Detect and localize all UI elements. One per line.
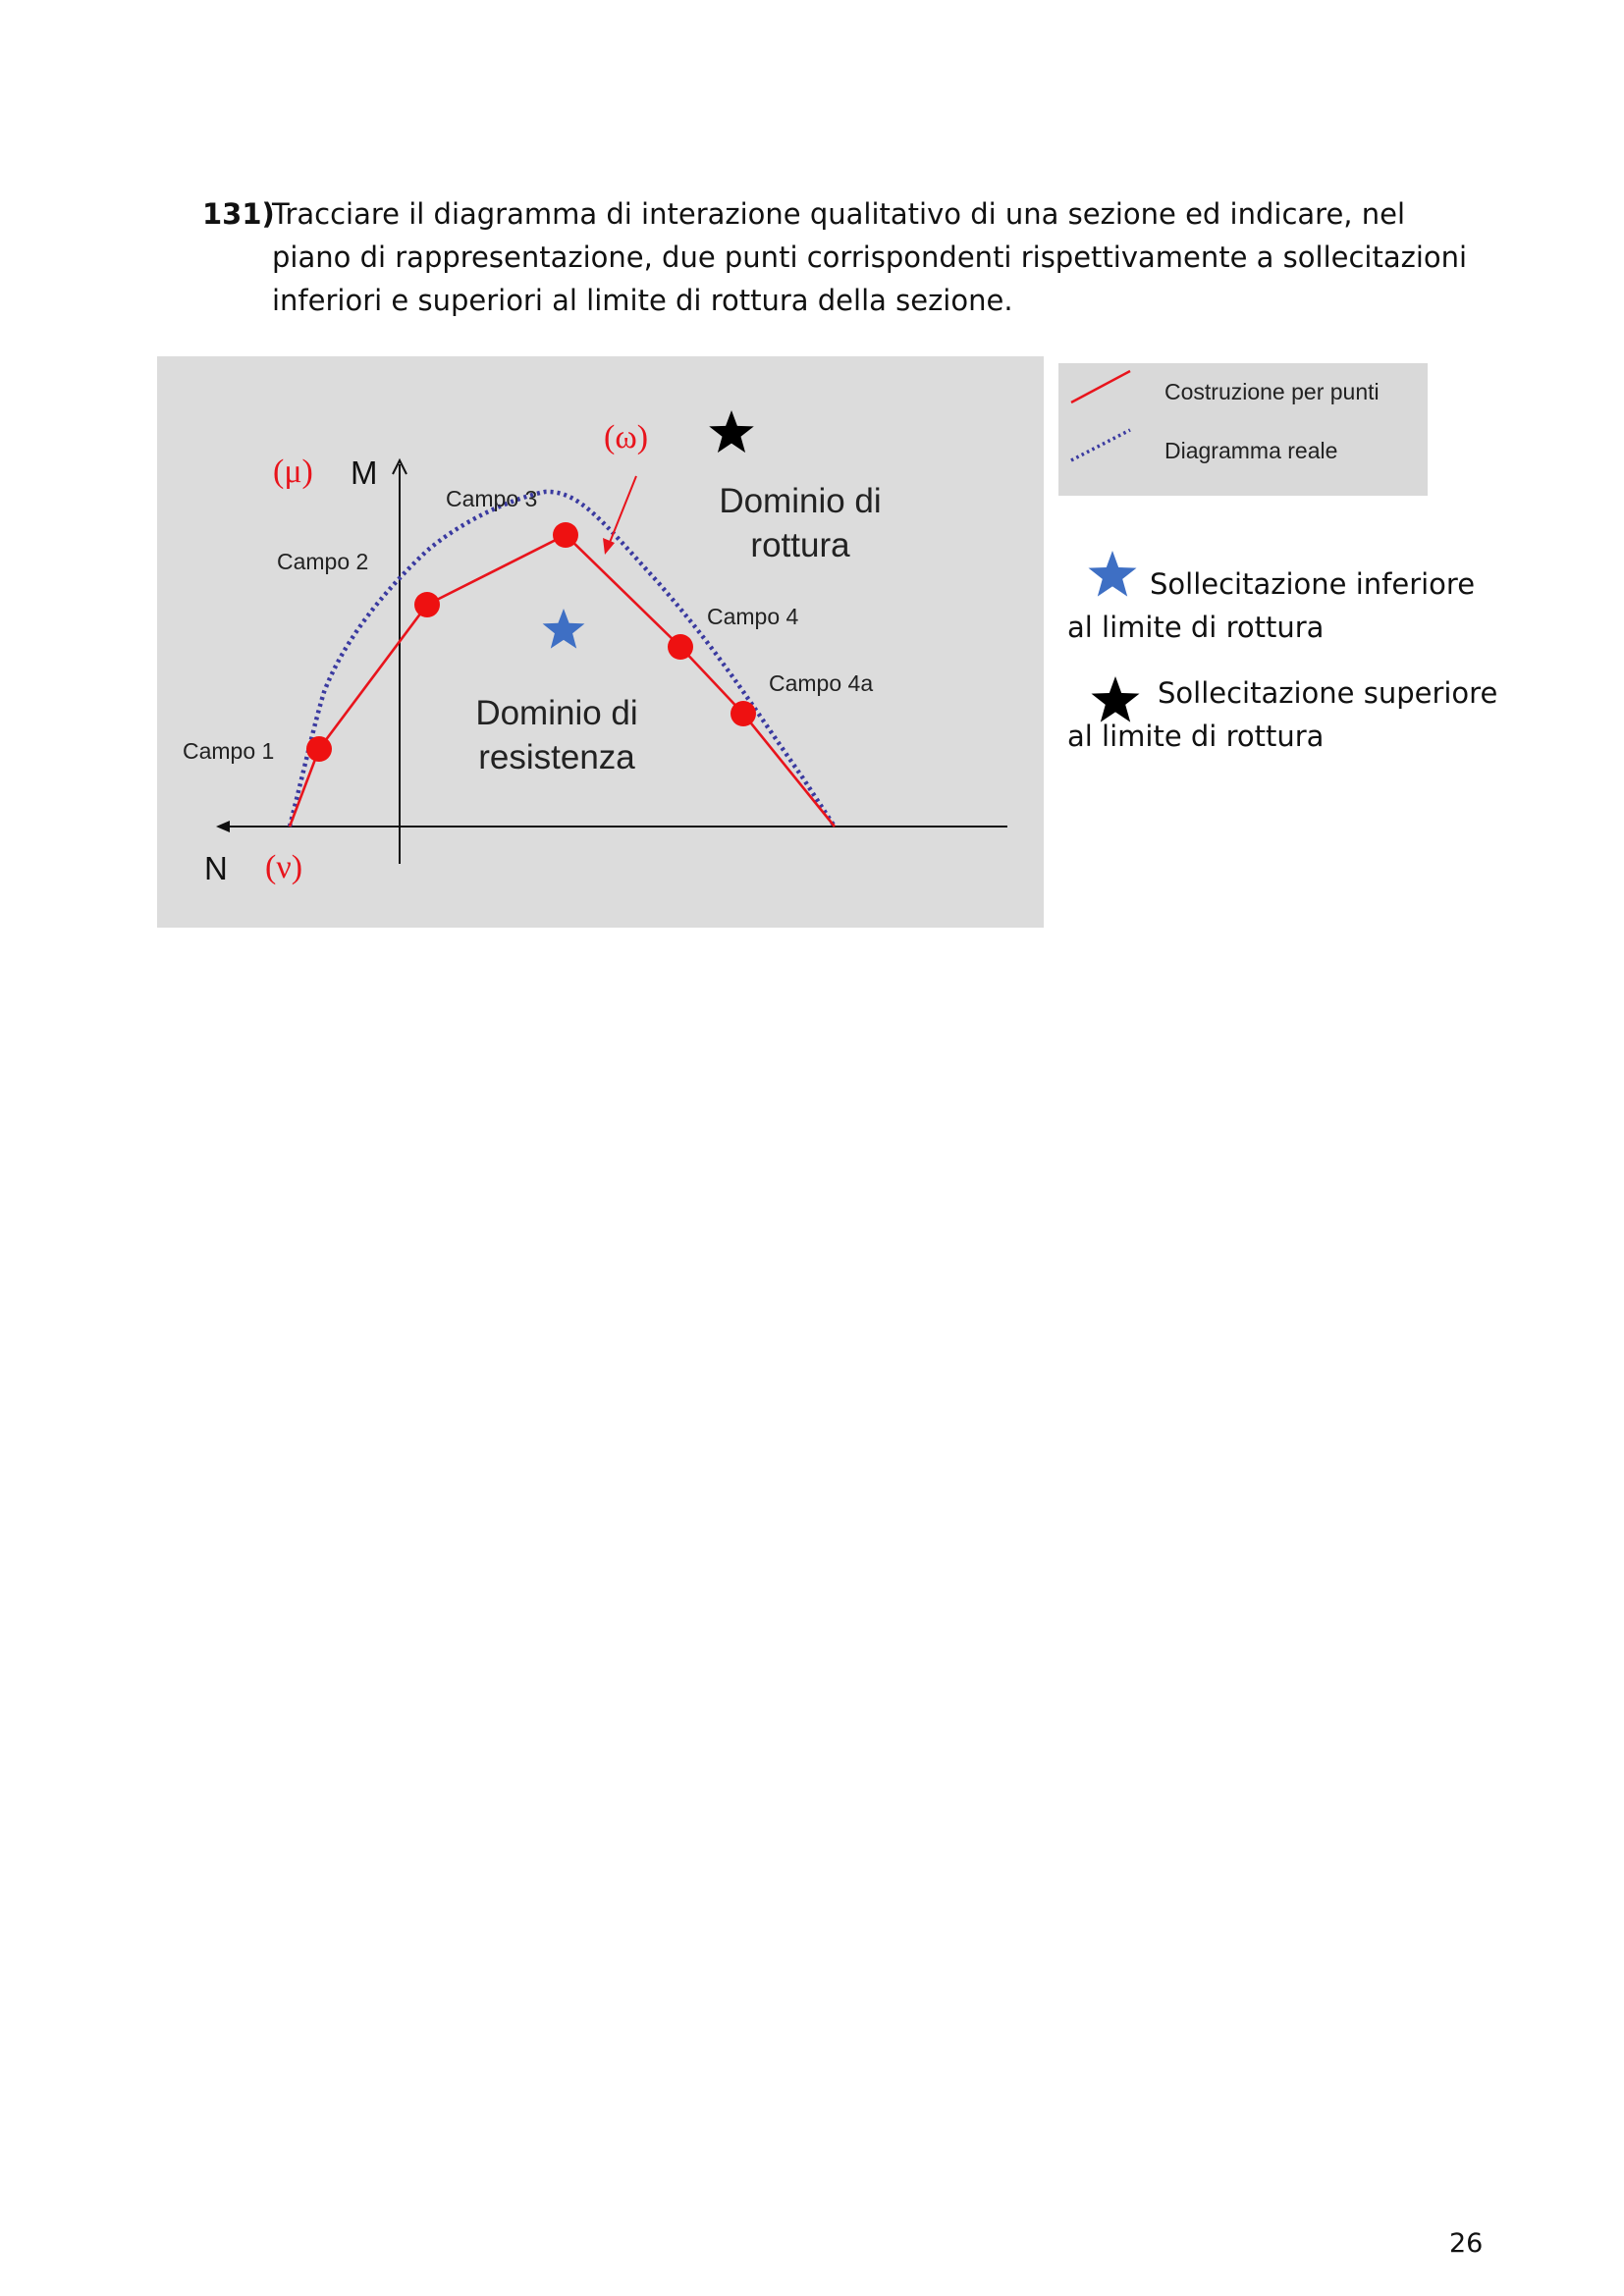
note-upper (1067, 671, 1497, 758)
point-campo2 (414, 592, 440, 617)
omega-arrow-shaft (609, 476, 636, 545)
omega-arrow-head (603, 538, 615, 555)
page-number: 26 (1449, 2228, 1484, 2259)
star-lower-icon (543, 609, 585, 649)
question-block (202, 192, 1479, 322)
point-campo4 (668, 634, 693, 660)
dominio-resistenza-line2: resistenza (478, 738, 635, 776)
question-text: Tracciare il diagramma di interazione qualitativo di una sezione ed indicare, nel piano di rappresentazione, due punti corrispondenti rispettivamente a sollecitazioni inferiori e superiori al limite di rottura della sezione. (272, 197, 1468, 317)
n-axis-arrow (216, 821, 230, 832)
note-upper-line2: al limite di rottura (1067, 720, 1325, 753)
interaction-diagram (157, 356, 1044, 928)
point-campo1 (306, 736, 332, 762)
campo4a-label: Campo 4a (769, 670, 874, 696)
diagram-svg (157, 356, 1044, 928)
note-upper-line1: Sollecitazione superiore (1158, 676, 1498, 710)
greek-mu-label: (μ) (273, 454, 313, 490)
axis-n-label: N (204, 850, 228, 886)
campo3-label: Campo 3 (446, 486, 538, 511)
star-upper-icon (709, 410, 754, 453)
legend-construction-label: Costruzione per punti (1164, 379, 1380, 404)
greek-omega-label: (ω) (604, 419, 649, 455)
legend-real-label: Diagramma reale (1164, 438, 1338, 463)
dominio-rottura-line2: rottura (750, 526, 850, 564)
point-campo3 (553, 522, 578, 548)
note-lower-line2: al limite di rottura (1067, 611, 1325, 644)
dominio-rottura-line1: Dominio di (719, 482, 882, 520)
construction-line (290, 535, 835, 827)
axis-m-label: M (351, 454, 378, 491)
dominio-resistenza-line1: Dominio di (475, 694, 638, 732)
diagram-legend (1058, 363, 1428, 496)
point-campo4a (731, 701, 756, 726)
note-lower (1067, 562, 1475, 649)
legend-construction-swatch (1071, 371, 1130, 402)
note-lower-line1: Sollecitazione inferiore (1150, 567, 1476, 601)
campo4-label: Campo 4 (707, 604, 799, 629)
campo1-label: Campo 1 (183, 738, 275, 764)
campo2-label: Campo 2 (277, 549, 369, 574)
legend-real-swatch (1071, 430, 1130, 460)
question-number: 131) (202, 197, 275, 231)
greek-nu-label: (ν) (265, 849, 303, 885)
